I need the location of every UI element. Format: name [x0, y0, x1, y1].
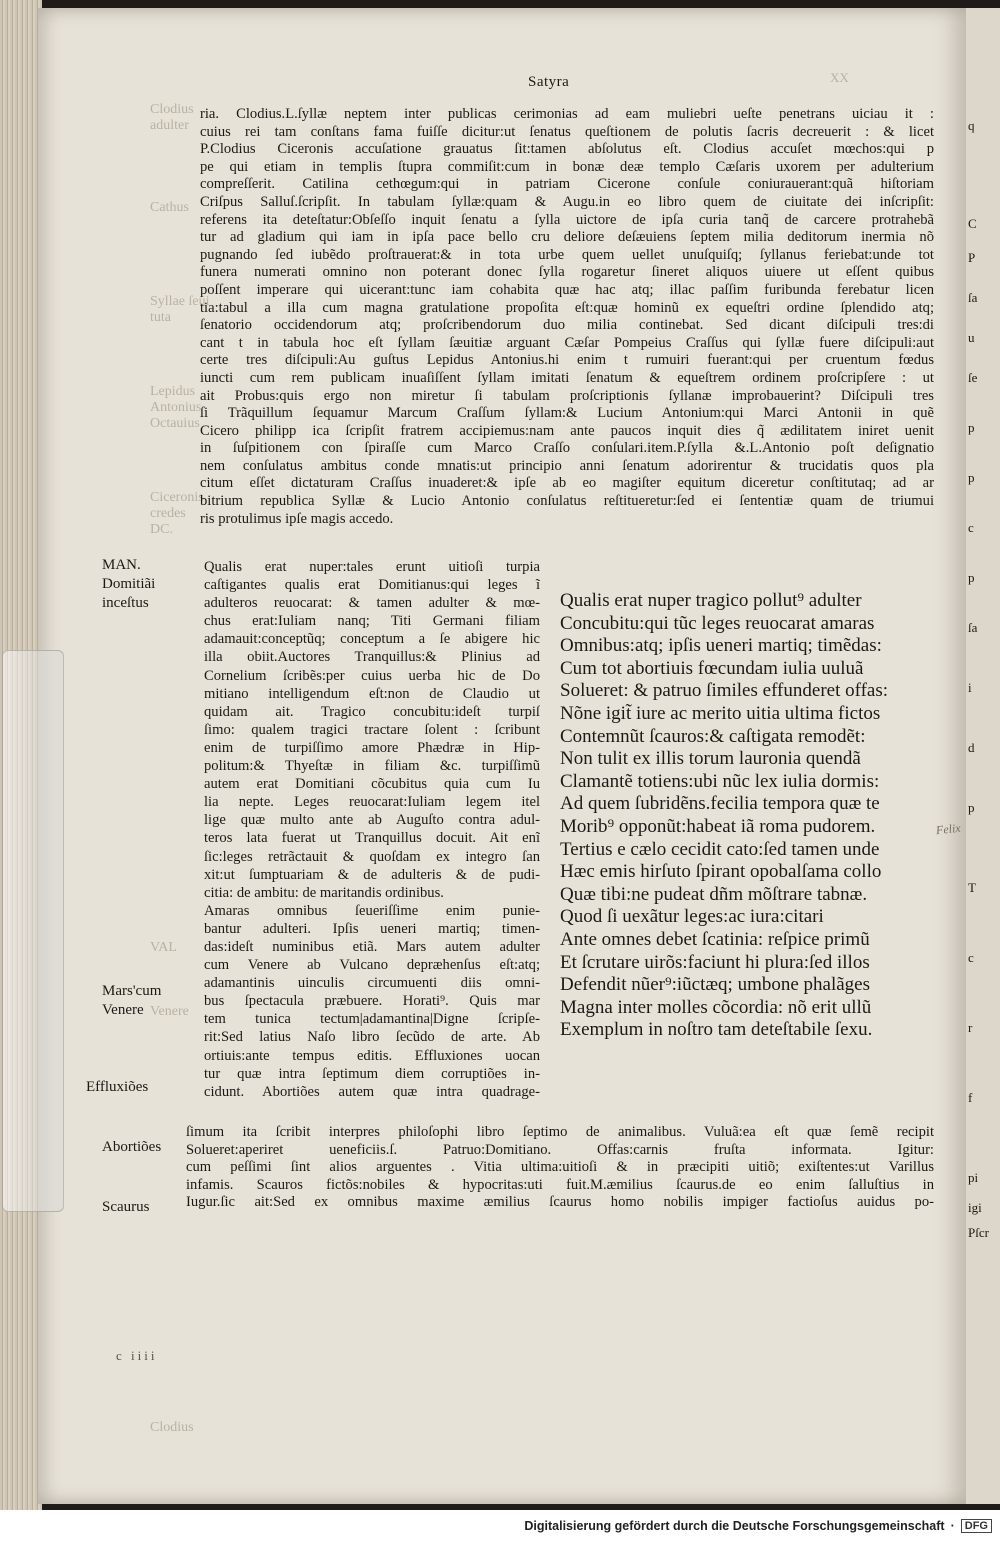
text-line: nem conſulatus ambitus conde mnatis:ut principio anni ſenatum adorirentur & trucidatis quos pla [200, 457, 934, 474]
next-page-fragment: p [968, 800, 975, 815]
separator-dot-icon: · [950, 1518, 955, 1533]
ghost-mark: Syllae ſeui [150, 294, 210, 309]
text-line: ſimum ita ſcribit interpres philoſophi libro ſeptimo de animalibus. Vuluã:ea eſt quæ ſemẽ recipit [186, 1124, 934, 1140]
next-page-fragment: ſa [968, 620, 978, 635]
ghost-mark: adulter [150, 118, 189, 133]
verse-line: Non tulit ex illis torum lauronia quendã [560, 748, 861, 770]
text-line: adamantinis uinculis circumuenti diis omni- [204, 975, 540, 992]
text-line: ſi Trãquillum ſequamur Marcum Craſſum ſyllam:& Lucium Antonium:qui Marci Antonii in quẽ [200, 405, 934, 422]
text-line: pugnando ſed iubẽdo proſtrauerat:& in tota urbe quem uellet unuſquiſq; ſyllanus feriebat:unde tot [200, 246, 934, 263]
text-line: mitiano intelligendum eſt:non de Claudio ut [204, 685, 540, 702]
text-line: Cicero philipp ica ſcripſit fratrem accipiemus:nam ante paucos inquit dies q̃ ædilitatem iniret uenit [200, 422, 934, 439]
text-line: cuius rei tam conſtans fama fuiſſe dicitur:ut ſenatus queſtionem de polutis ſacris decreuerit : & licet [200, 123, 934, 140]
signature-mark: c iiii [116, 1348, 158, 1363]
text-line: chus erat:Iuliam nanq; Titi Germani filiam [204, 613, 540, 630]
next-page-fragment: p [968, 420, 975, 435]
ghost-mark: Antonius [150, 400, 202, 415]
next-page-fragment: p [968, 470, 975, 485]
margin-note-mars: Mars'cum [102, 983, 162, 999]
text-line: illa obiit.Auctores Tranquillus:& Plinius ad [204, 649, 540, 666]
commentary-bottom [186, 1124, 934, 1212]
verse-line: Ad quem ſubridẽns.fecilia tempora quæ te [560, 793, 880, 815]
text-line: xit:ut ſumptuariam & de adulteris & de pudi- [204, 866, 540, 883]
text-line: compreſſerit. Catilina cethœgum:qui in patriam Ciceronе conſule coniurauerant:quã hiſtoriam [200, 176, 934, 193]
verse-line: Morib⁹ opponũt:habeat iã roma pudorem. [560, 815, 876, 837]
ghost-mark: credes [150, 506, 186, 521]
verse-line: Ante omnes debet ſcatinia: reſpice primũ [560, 928, 870, 950]
text-line: cant t in tabula hoc eſt ſyllam ſæuitiæ arguant Cæſar Pompeius Craſſus qui ſyllæ fuere diſcipuli:aut [200, 334, 934, 351]
text-line: enim de turpiſſimo amore Phædræ in Hip- [204, 739, 540, 756]
text-line: bantur adulteri. Ipſis ueneri martiq; timen- [204, 920, 540, 937]
ghost-mark: tuta [150, 310, 171, 325]
text-line: adulteros reuocarat: & tamen adulter & mœ- [204, 595, 540, 612]
margin-note-incest: inceſtus [102, 595, 149, 611]
text-line: rit:Sed latius Naſo libro ſecũdo de arte. Ab [204, 1029, 540, 1046]
verse-line: Defendit nũer⁹:iũctæq; umbone phalãges [560, 974, 871, 996]
text-line: in ſuſpitionem con ſpiraſſe cum Marco Craſſo conſulari.item.P.ſylla &.L.Antonio poſt deſignatio [200, 440, 934, 457]
margin-note-effluxiones: Effluxiões [86, 1079, 149, 1095]
next-page-fragment: pi [968, 1170, 979, 1185]
text-line: adamauit:conceptũq; conceptum a ſe abigere hic [204, 631, 540, 648]
text-line: citia: de ambitu: de maritandis ordinibus. [204, 884, 444, 901]
text-line: referens ita deteſtatur:Obſeſſo inquit ſenatu a ſylla uictore de ipſa curia tanq̃ de carcere protrahebã [200, 211, 934, 228]
text-line: ris protulimus ipſe magis accedo. [200, 510, 394, 527]
text-line: politum:& Thyeſtæ in filiam &c. turpiſſimũ [204, 758, 540, 775]
text-line: teros lata fuerat ut Tranquillus docuit. Ait enĩ [204, 830, 540, 847]
text-line: ſic:leges retrãctauit & quoſdam ex integro ſan [204, 848, 540, 865]
text-line: cum Venere ab Vulcano depræhenſus eſt:atq; [204, 957, 540, 974]
ghost-mark: Clodius [150, 1420, 194, 1435]
text-line: autem erat Domitiani cõcubitus quia cum Iu [204, 776, 540, 793]
verse-line: Magna inter molles cõcordia: nõ erit ullũ [560, 996, 872, 1018]
text-line: Criſpus Salluſ.ſcripſit. In tabulam ſyllæ:quam & Augu.in eo libro quem de ciuitate dei inſcripſit: [200, 193, 934, 210]
next-page-fragment: c [968, 950, 974, 965]
text-line: poſſent imperare qui uicerant:tunc iam cohabita quæ hac atq; illac paſſim furibunda ferebatur licen [200, 281, 934, 298]
commentary-left-column [204, 558, 540, 1101]
ghost-mark: Cathus [150, 200, 189, 215]
ghost-mark: Lepidus [150, 384, 196, 399]
margin-note-scaurus: Scaurus [102, 1199, 150, 1215]
text-line: bitrium republica Syllæ & Lucio Antonio conſulatus reſtitueretur:ſed ei ſententiæ quam de triumui [200, 493, 934, 510]
text-line: iuncti cum rem publicam inuaſiſſent ſyllam imitati ſenatum & equeſtrem ordinem proſcripſere : ut [200, 369, 934, 386]
ghost-mark: Venere [150, 1004, 189, 1019]
page-holder-clip [2, 650, 64, 1212]
text-line: tia:tabul a illa cum magna gratulatione propoſita eſt:quæ hominũ ex equeſtri ordine ſplendido atq; [200, 299, 934, 316]
ghost-mark: Ciceronis [150, 490, 204, 505]
verse-line: Contemnũt ſcauros:& caſtigata remodẽt: [560, 725, 866, 747]
next-page-fragment: ſa [968, 290, 978, 305]
ghost-mark: Clodius [150, 102, 194, 117]
text-line: Amaras omnibus ſeueriſſime enim punie- [204, 902, 540, 919]
text-line: funera numerati omnino non poterant donec ſylla rogaretur ſineret aliquos uiuere ut eſſent quibus [200, 264, 934, 281]
verse-text [560, 590, 940, 1042]
ghost-mark: VAL [150, 940, 177, 955]
text-line: ſenatorio occidendorum atq; proſcribendorum duo milia continebat. Sed dicant diſcipuli tres:di [200, 317, 934, 334]
next-page-fragment: r [968, 1020, 973, 1035]
ghost-mark: DC. [150, 522, 173, 537]
commentary-top [200, 106, 934, 528]
verse-line: Cum tot abortiuis fœcundam iulia uuluã [560, 657, 864, 679]
running-head: Satyra [528, 74, 570, 90]
margin-note-venus: Venere [102, 1002, 144, 1018]
verse-line: Clamantẽ totiens:ubi nũc lex iulia dormis: [560, 770, 880, 792]
next-page-fragment: p [968, 570, 975, 585]
adjacent-page-edge [966, 8, 1000, 1504]
text-line: cum peſſimi ſint alios arguentes . Vitia ultima:uitioſi & in præcipiti uitiõ; exiſtentes:ut Varillus [186, 1159, 934, 1176]
text-line: P.Clodius Ciceronis accuſatione grauatus ſit:tamen abſolutus eſt. Clodius accuſet mœchos:qui p [200, 141, 934, 158]
next-page-fragment: P [968, 250, 976, 265]
next-page-fragment: f [968, 1090, 973, 1105]
text-line: ria. Clodius.L.ſyllæ neptem inter publicas cerimonias ad eam muliebri ueſte penetrans uiciau it : [200, 106, 934, 122]
text-line: ſimo: qualem tragici tractare ſolent : ſcribunt [204, 721, 540, 738]
text-line: Iugur.ſic ait:Sed ex omnibus maxime æmilius ſcaurus homo nobilis impiger factioſus auidus po- [186, 1194, 934, 1211]
next-page-fragment: T [968, 880, 976, 895]
text-line: pe qui etiam in templis ſtupra commiſit:cum in bonæ deæ templo Cæſaris uxorem per adulterium [200, 158, 934, 175]
text-line: citum eſſet dictaturam Craſſus inuaderet:& ipſe ab eo magiſter equitum diceretur conſtitutaq; ad ar [200, 475, 934, 492]
next-page-fragment: c [968, 520, 974, 535]
verse-line: Tertius e cælo cecidit cato:ſed tamen unde [560, 838, 880, 860]
next-page-fragment: ſe [968, 370, 978, 385]
text-line: lige quæ multo ante ab Auguſto contra adul- [204, 812, 540, 829]
next-page-fragment: i [968, 680, 972, 695]
text-line: ortiuis:ante tempus editis. Effluxiones uocan [204, 1047, 540, 1064]
verse-line: Omnibus:atq; ipſis ueneri martiq; timẽdas: [560, 635, 882, 657]
verse-line: Concubitu:qui tũc leges reuocarat amaras [560, 612, 875, 634]
ghost-mark: Octauius [150, 416, 200, 431]
verse-line: Quæ tibi:ne pudeat dñm mõſtrare tabnæ. [560, 883, 868, 905]
text-line: tur quæ intra ſeptimum diem corruptiões in- [204, 1065, 540, 1082]
verse-line: Et ſcrutare uirõs:faciunt hi plura:ſed illos [560, 951, 870, 973]
text-line: tem tunica tectum|adamantina|Digne ſcripſe- [204, 1011, 540, 1028]
text-line: cidunt. Abortiões autem quæ intra quadrage- [204, 1083, 540, 1100]
next-page-fragment: C [968, 216, 977, 231]
ghost-mark: XX [830, 70, 849, 85]
text-line: bus ſpectacula præbuere. Horati⁹. Quis mar [204, 993, 540, 1010]
verse-line: Qualis erat nuper tragico pollut⁹ adulter [560, 590, 862, 611]
margin-note-man: MAN. [102, 557, 141, 573]
text-line: tur ad gladium qui iam in ipſa pace bello cru deliore deſæuiens ſeptem milia deditorum inermia nõ [200, 229, 934, 246]
next-page-fragment: u [968, 330, 975, 345]
text-line: Cornelium ſcribẽs:per cuius uerba hic de Do [204, 667, 540, 684]
next-page-fragment: d [968, 740, 975, 755]
text-line: certe tres diſcipuli:Au guſtus Lepidus Antonius.hi enim t rumuiri fuerant:qui per cruentum fœdus [200, 352, 934, 369]
next-page-fragment: igi [968, 1200, 982, 1215]
text-line: caſtigantes qualis erat Domitianus:qui leges ĩ [204, 577, 540, 594]
text-line: lia nepte. Leges reuocarat:Iuliam legem itel [204, 794, 540, 811]
verse-line: Exemplum in noſtro tam deteſtabile ſexu. [560, 1019, 873, 1041]
verse-line: Nõne igit̃ iure ac merito uitia ultima fictos [560, 702, 881, 724]
handwritten-marginalia: Felix [935, 820, 962, 838]
verse-line: Hæc emis hirſuto ſpirant opobalſama collo [560, 861, 882, 883]
next-page-fragment: q [968, 118, 975, 133]
footer-credit-bar [0, 1510, 1000, 1541]
dfg-logo: DFG [961, 1519, 992, 1533]
text-line: Solueret:aperiret ueneficiis.ſ. Patruo:Domitiano. Offas:carnis fruſta informata. Igitur: [186, 1141, 934, 1158]
text-line: infamis. Scauros fictõs:nobiles & hypocritas:uti fuit.M.æmilius ſcaurus.de eo enim ſalluſtius in [186, 1176, 934, 1193]
text-line: ait Probus:quis ergo non miretur ſi tabulam proſcriptionis ſyllanæ improbauerint? Diſcipuli tres [200, 387, 934, 404]
text-line: quidam ait. Tragico concubitu:ideſt turpiſ [204, 703, 540, 720]
verse-line: Quod ſi uexãtur leges:ac iura:citari [560, 906, 824, 928]
margin-note-abortiones: Abortiões [102, 1139, 162, 1155]
margin-note-domitian: Domitiãi [102, 576, 156, 592]
footer-credit: Digitalisierung gefördert durch die Deutsche Forschungsgemeinschaft [524, 1518, 945, 1533]
text-line: das:ideſt numinibus etiã. Mars autem adulter [204, 938, 540, 955]
verse-line: Solueret: & patruo ſimiles effunderet offas: [560, 680, 889, 702]
text-line: Qualis erat nuper:tales erunt uitioſi turpia [204, 559, 540, 575]
next-page-fragment: Pſcr [968, 1225, 989, 1240]
